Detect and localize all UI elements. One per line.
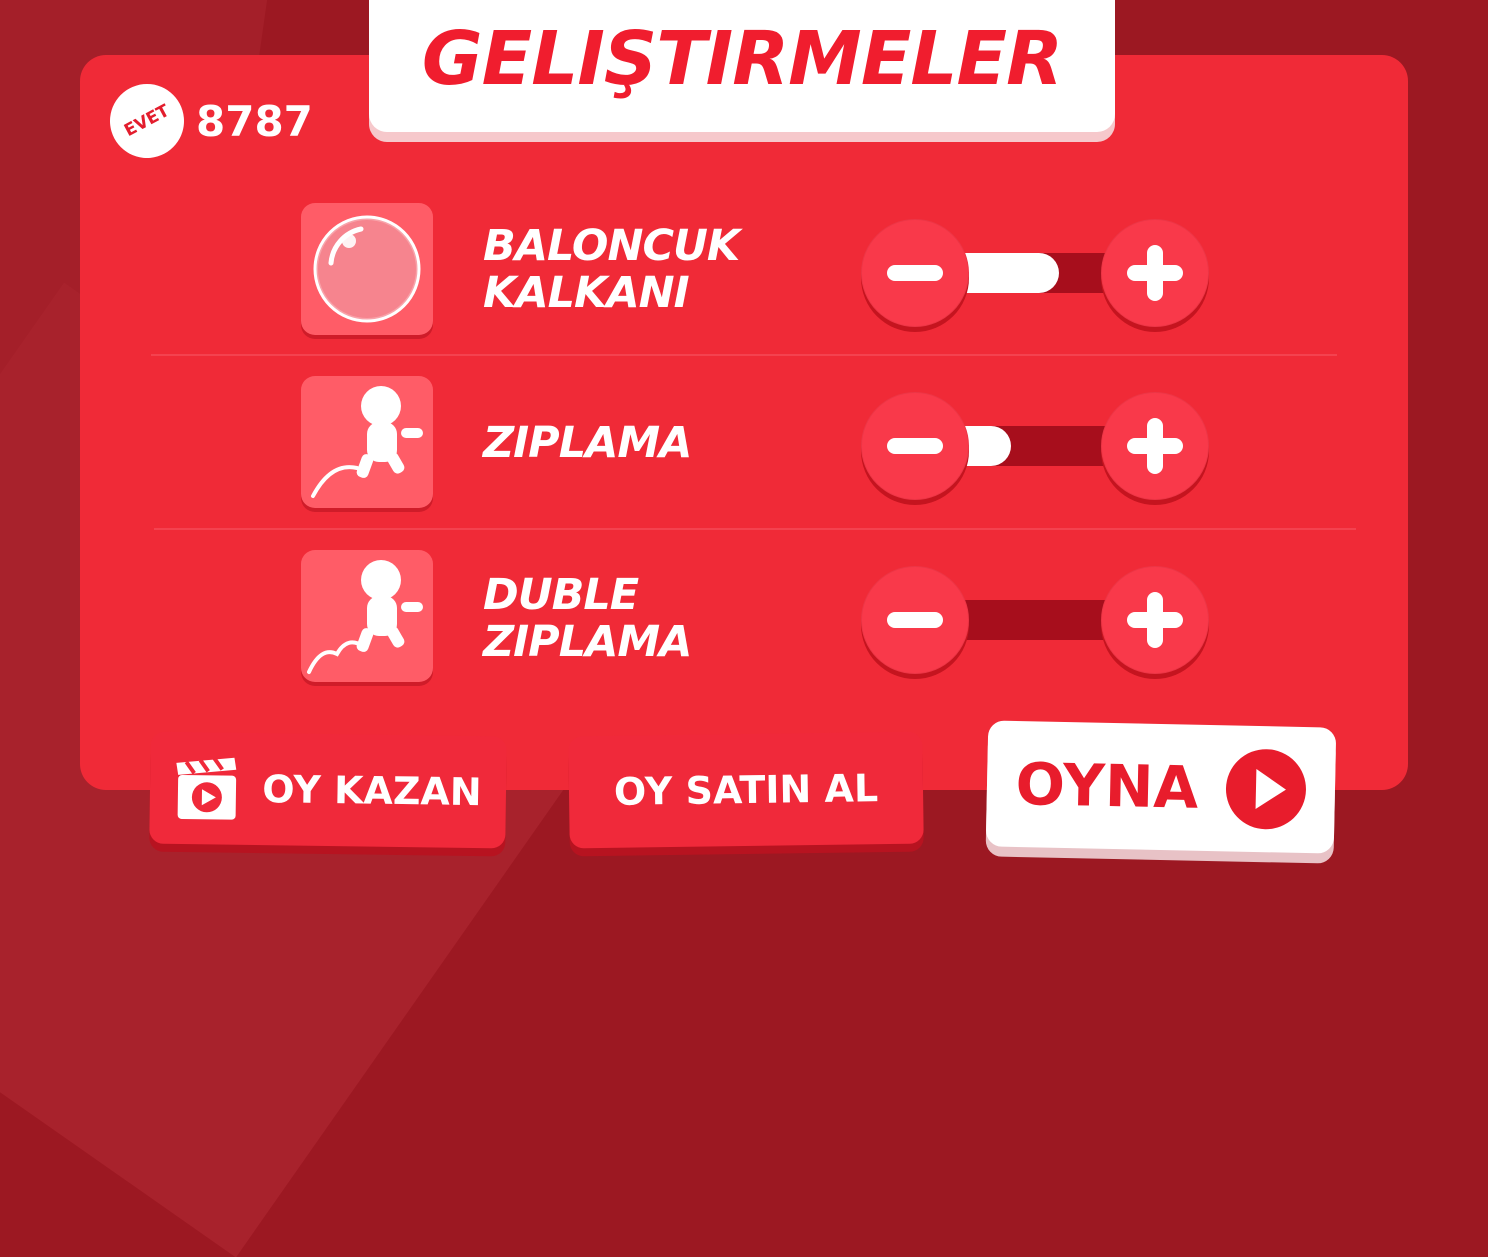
title-card xyxy=(369,0,1115,132)
currency-amount: 8787 xyxy=(196,96,313,146)
increase-button[interactable] xyxy=(1101,392,1209,500)
increase-button[interactable] xyxy=(1101,566,1209,674)
minus-icon xyxy=(887,438,943,454)
decrease-button[interactable] xyxy=(861,566,969,674)
vote-coin-icon xyxy=(97,71,197,171)
coin-label: EVET xyxy=(121,100,173,142)
play-label: OYNA xyxy=(1014,749,1200,822)
page-title: GELIŞTIRMELER xyxy=(421,16,1063,102)
clapperboard-icon xyxy=(174,753,241,824)
minus-icon xyxy=(887,265,943,281)
play-icon xyxy=(1225,748,1307,830)
earn-votes-button[interactable] xyxy=(149,732,507,849)
decrease-button[interactable] xyxy=(861,392,969,500)
earn-votes-label: OY KAZAN xyxy=(262,767,482,815)
upgrade-label: ZIPLAMA xyxy=(483,418,692,468)
currency-display xyxy=(110,84,313,158)
upgrade-row-bubble-shield xyxy=(0,203,1488,338)
increase-button[interactable] xyxy=(1101,219,1209,327)
upgrade-row-double-jump xyxy=(0,550,1488,685)
bubble-icon xyxy=(301,203,433,335)
upgrade-label: BALONCUK KALKANI xyxy=(483,221,740,318)
buy-votes-label: OY SATIN AL xyxy=(613,766,879,814)
upgrade-label: DUBLE ZIPLAMA xyxy=(483,570,692,667)
buy-votes-button[interactable] xyxy=(568,732,924,849)
upgrade-row-jump xyxy=(0,376,1488,511)
decrease-button[interactable] xyxy=(861,219,969,327)
row-divider xyxy=(154,528,1356,530)
double-jump-character-icon xyxy=(301,550,433,682)
minus-icon xyxy=(887,612,943,628)
jump-character-icon xyxy=(301,376,433,508)
row-divider xyxy=(151,354,1337,356)
play-button[interactable] xyxy=(986,720,1337,853)
